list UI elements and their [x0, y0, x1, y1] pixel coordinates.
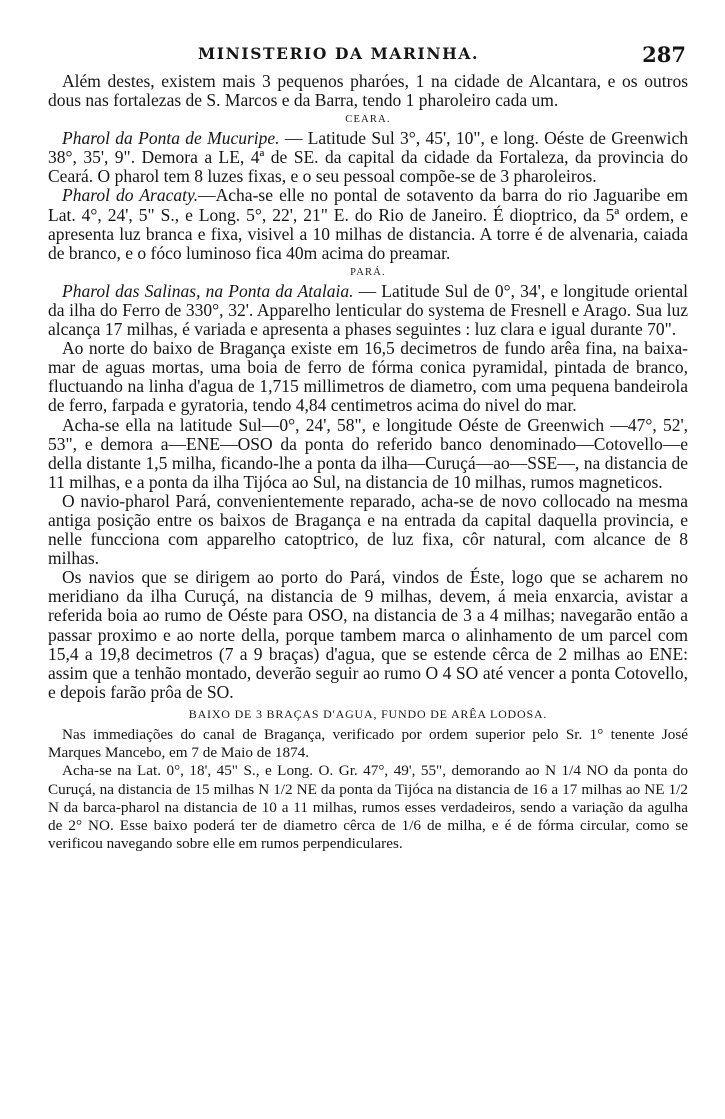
paragraph-text: — Latitude Sul 3°, 45', 10", e long. Oéste de Greenwich 38°, 35', 9". Demora a LE, 4ª de SE. da capital da cidade da Fortaleza, da provincia do Ceará. O pharol tem 8 luzes fixas, e o seu pessoal compõe-se de 3 pharoleiros. — [48, 128, 688, 187]
running-head-title: MINISTERIO DA MARINHA. — [198, 44, 480, 63]
lighthouse-name: Pharol das Salinas, na Ponta da Atalaia. — [62, 280, 354, 301]
paragraph-lightship-para: O navio-pharol Pará, convenientemente reparado, acha-se de novo collocado na mesma antiga posição entre os baixos de Bragança e na entrada da capital daquella provincia, e nelle funcciona com apparelho catoptrico, de luz fixa, côr natural, com alcance de 8 milhas. — [48, 490, 688, 569]
running-head — [48, 38, 688, 72]
paragraph-salinas-lighthouse — [48, 282, 688, 339]
paragraph-sailing-directions: Os navios que se dirigem ao porto do Pará, vindos de Éste, logo que se acharem no meridiano da ilha Curuçá, na distancia de 9 milhas, devem, á meia enxarcia, avistar a referida boia ao rumo de Oéste para OSO, na distancia de 3 a 4 milhas; navegarão então a passar proximo e ao norte della, porque tambem marca o alinhamento de um parcel com 15,4 a 19,8 decimetros (7 a 9 braças) d'agua, que se estende cêrca de 2 milhas ao ENE: assim que a tenhão montado, deverão seguir ao rumo O 4 SO até vencer a ponta Cotovello, e depois farão prôa de SO. — [48, 567, 688, 702]
paragraph-text: — Latitude Sul de 0°, 34', e longitude oriental da ilha do Ferro de 330°, 32'. Apparelho lenticular do systema de Fresnell e Arago. Sua luz alcança 17 milhas, é variada e apresenta a phases seguintes : luz clara e igual durante 70". — [48, 280, 688, 340]
paragraph-mucuripe-lighthouse — [48, 129, 688, 186]
book-page — [48, 38, 688, 1108]
lighthouse-name: Pharol do Aracaty. — [62, 185, 199, 206]
intro-paragraph: Além destes, existem mais 3 pequenos pharóes, 1 na cidade de Alcantara, e os outros dous nas fortalezas de S. Marcos e da Barra, tendo 1 pharoleiro cada um. — [48, 71, 688, 111]
section-heading-ceara: CEARA. — [345, 114, 391, 126]
paragraph-aracaty-lighthouse — [48, 186, 688, 262]
page-number: 287 — [642, 42, 686, 67]
section-heading-shoal: BAIXO DE 3 BRAÇAS D'AGUA, FUNDO DE ARÊA LODOSA. — [188, 706, 548, 721]
section-heading-para: PARÁ. — [350, 266, 386, 278]
paragraph-braganca-buoy: Ao norte do baixo de Bragança existe em 16,5 decimetros de fundo arêa fina, na baixa-mar de aguas mortas, uma boia de ferro de fórma conica pyramidal, pintada de branco, fluctuando na linha d'agua de 1,715 millimetros de diametro, com uma pequena bandeirola de ferro, farpada e gyratoria, tendo 4,84 centimetros acima do nivel do mar. — [48, 338, 688, 416]
paragraph-shoal-survey: Nas immediações do canal de Bragança, verificado por ordem superior pelo Sr. 1° tenente José Marques Mancebo, em 7 de Maio de 1874. — [48, 725, 688, 762]
paragraph-buoy-position: Acha-se ella na latitude Sul—0°, 24', 58", e longitude Oéste de Greenwich —47°, 52', 53", e demora a—ENE—OSO da ponta do referido banco denominado—Cotovello—e della distante 1,5 milha, ficando-lhe a ponta da ilha—Curuçá—ao—SSE—, na distancia de 11 milhas, e a ponta da ilha Tijóca ao Sul, na distancia de 10 milhas, rumos magneticos. — [48, 414, 688, 492]
paragraph-shoal-position: Acha-se na Lat. 0°, 18', 45" S., e Long. O. Gr. 47°, 49', 55", demorando ao N 1/4 NO da ponta do Curuçá, na distancia de 15 milhas N 1/2 NE da ponta da Tijóca na distancia de 16 a 17 milhas ao NE 1/2 N da barca-pharol na distancia de 10 a 11 milhas, rumos esses verdadeiros, sendo a variação da agulha de 2° NO. Esse baixo poderá ter de diametro cêrca de 1/6 de milha, e é de fórma circular, como se verificou navegando sobre elle em rumos perpendiculares. — [48, 762, 688, 853]
paragraph-text: —Acha-se elle no pontal de sotavento da barra do rio Jaguaribe em Lat. 4°, 24', 5" S., e Long. 5°, 22', 21" E. do Rio de Janeiro. É dioptrico, da 5ª ordem, e apresenta luz branca e fixa, visivel a 10 milhas de distancia. A torre é de alvenaria, caiada de branco, e o fóco luminoso fica 40m acima do preamar. — [48, 185, 688, 263]
lighthouse-name: Pharol da Ponta de Mucuripe. — [62, 128, 280, 149]
